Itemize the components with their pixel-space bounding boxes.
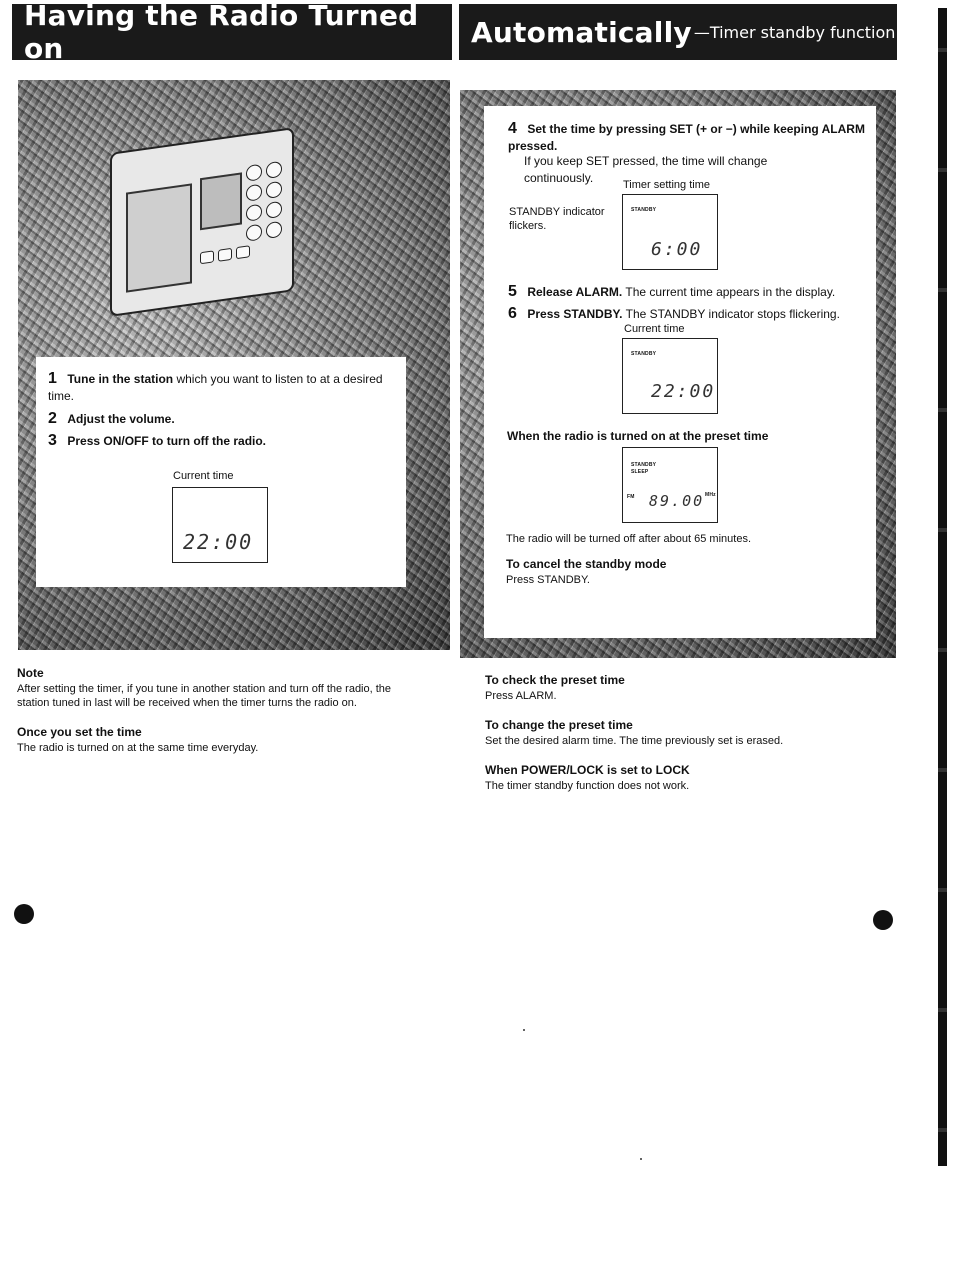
step-heading: Set the time by pressing SET (+ or −) while keeping ALARM pressed. <box>508 122 865 153</box>
check-heading: To check the preset time <box>485 673 625 687</box>
note-heading: Note <box>17 666 44 680</box>
sleep-indicator: SLEEP <box>631 469 649 475</box>
current-time-display <box>622 338 718 414</box>
speck-mark <box>640 1158 642 1160</box>
radio-button-icon <box>236 245 250 259</box>
standby-caption: STANDBY indicator flickers. <box>509 206 605 232</box>
timer-setting-display <box>622 194 718 270</box>
step-number: 6 <box>508 305 517 322</box>
step-2 <box>48 410 398 428</box>
registration-dot-icon <box>14 904 34 924</box>
step-4 <box>508 120 868 155</box>
current-time-caption: Current time <box>624 323 685 335</box>
turn-off-text: The radio will be turned off after about 65 minutes. <box>506 533 751 545</box>
display-digits: 89.00 <box>649 492 705 510</box>
step-heading: Press STANDBY. <box>527 307 623 321</box>
radio-key-icon <box>266 221 282 239</box>
step-text: The STANDBY indicator stops flickering. <box>622 307 840 321</box>
fm-indicator: FM <box>627 494 635 500</box>
current-time-caption: Current time <box>173 470 234 482</box>
radio-button-icon <box>218 248 232 262</box>
standby-indicator: STANDBY <box>631 351 657 357</box>
step-3 <box>48 432 398 450</box>
step-5 <box>508 283 878 301</box>
step-6 <box>508 305 878 323</box>
radio-speaker-grille <box>126 183 192 292</box>
step-4-detail: If you keep SET pressed, the time will change continuously. <box>524 154 768 185</box>
step-number: 2 <box>48 410 57 427</box>
step-heading: Press ON/OFF to turn off the radio. <box>67 434 267 448</box>
radio-key-icon <box>246 204 262 222</box>
display-digits: 22:00 <box>183 530 254 554</box>
right-page-title: Automatically <box>471 15 692 49</box>
once-heading: Once you set the time <box>17 725 142 739</box>
radio-button-icon <box>200 250 214 264</box>
step-heading: Tune in the station <box>67 372 174 386</box>
step-text: The current time appears in the display. <box>622 285 836 299</box>
standby-indicator: STANDBY <box>631 207 657 213</box>
right-page-subtitle: —Timer standby function <box>693 22 896 42</box>
left-page-title: Having the Radio Turned on <box>24 0 419 65</box>
cancel-text: Press STANDBY. <box>506 574 590 586</box>
change-heading: To change the preset time <box>485 718 633 732</box>
radio-key-icon <box>266 201 282 219</box>
radio-illustration <box>110 127 294 317</box>
step-heading: Release ALARM. <box>527 285 623 299</box>
left-section-banner <box>12 0 452 65</box>
step-1 <box>48 370 398 405</box>
step-number: 4 <box>508 120 517 137</box>
radio-key-icon <box>246 184 262 202</box>
registration-dot-icon <box>873 910 893 930</box>
step-number: 1 <box>48 370 57 387</box>
cancel-heading: To cancel the standby mode <box>506 557 667 571</box>
step-heading: Adjust the volume. <box>67 412 175 426</box>
once-text: The radio is turned on at the same time everyday. <box>17 742 259 754</box>
radio-keypad <box>246 160 286 242</box>
step-number: 5 <box>508 283 517 300</box>
step-number: 3 <box>48 432 57 449</box>
speck-mark <box>523 1029 525 1031</box>
radio-key-icon <box>266 181 282 199</box>
radio-key-icon <box>246 164 262 182</box>
radio-lcd-panel <box>200 172 242 230</box>
lock-text: The timer standby function does not work. <box>485 780 690 792</box>
timer-setting-caption: Timer setting time <box>623 179 711 191</box>
preset-heading: When the radio is turned on at the preset time <box>507 429 769 443</box>
radio-button-row <box>200 245 250 264</box>
mhz-indicator: MHz <box>705 492 716 498</box>
display-digits: 6:00 <box>651 239 703 260</box>
change-text: Set the desired alarm time. The time previously set is erased. <box>485 735 784 747</box>
display-digits: 22:00 <box>651 381 716 402</box>
note-text: After setting the timer, if you tune in another station and turn off the radio, the station tuned in last will be received when the timer turns the radio on. <box>17 683 392 709</box>
current-time-display <box>172 487 268 563</box>
check-text: Press ALARM. <box>485 690 557 702</box>
step-text: which you want to listen to at a desired time. <box>48 372 383 403</box>
standby-indicator: STANDBY <box>631 462 657 468</box>
lock-heading: When POWER/LOCK is set to LOCK <box>485 763 690 777</box>
radio-key-icon <box>246 224 262 242</box>
radio-key-icon <box>266 161 282 179</box>
right-section-banner <box>459 4 897 60</box>
page-edge-bar <box>938 8 947 1166</box>
preset-time-display <box>622 447 718 523</box>
